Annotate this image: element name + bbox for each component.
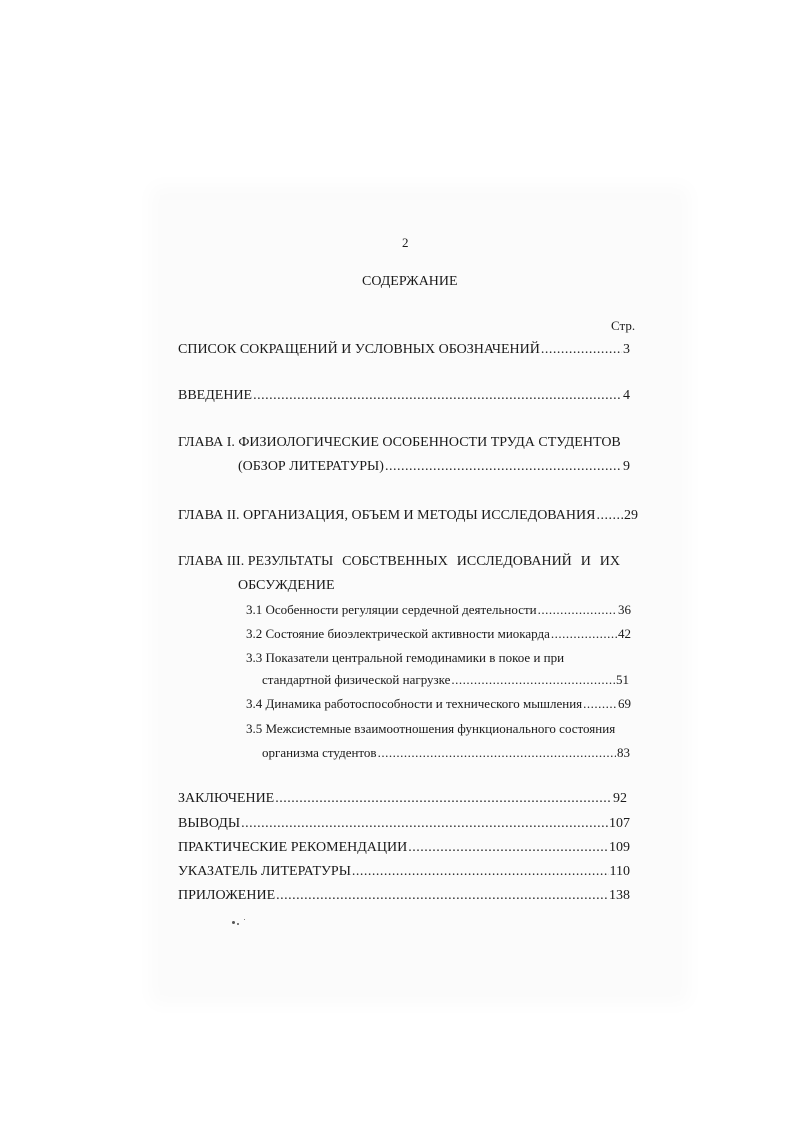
toc-entry-section-3-3[interactable] (262, 671, 629, 689)
dot-leader (378, 744, 616, 762)
toc-entry-abbreviations[interactable] (178, 341, 630, 359)
toc-entry-page: 51 (616, 672, 629, 687)
toc-entry-findings[interactable] (178, 815, 630, 833)
toc-entry-page: 4 (623, 388, 630, 403)
dot-leader (583, 695, 617, 713)
dot-leader (241, 815, 608, 833)
toc-entry-label: 3.4 Динамика работоспособности и технического мышления (246, 696, 583, 711)
dot-leader (276, 887, 608, 905)
toc-entry-page: 109 (609, 840, 630, 855)
toc-entry-label: ЗАКЛЮЧЕНИЕ (178, 791, 275, 806)
toc-entry-page: 110 (609, 864, 630, 879)
page-number: 2 (402, 235, 409, 250)
scan-specks (232, 918, 252, 928)
toc-entry-page: 138 (609, 888, 630, 903)
dot-leader (385, 458, 622, 476)
toc-word: И (580, 554, 591, 569)
toc-entry-section-3-2[interactable] (246, 625, 631, 643)
toc-entry-label: ПРИЛОЖЕНИЕ (178, 888, 276, 903)
toc-entry-chapter-3-line-1[interactable] (178, 553, 620, 571)
toc-entry-section-3-5[interactable] (262, 744, 630, 762)
toc-entry-label: организма студентов (262, 745, 377, 760)
toc-entry-recommendations[interactable] (178, 839, 630, 857)
toc-entry-label: ПРАКТИЧЕСКИЕ РЕКОМЕНДАЦИИ (178, 840, 408, 855)
toc-entry-chapter-2[interactable] (178, 507, 638, 525)
dot-leader (541, 341, 622, 359)
toc-entry-introduction[interactable] (178, 387, 630, 405)
toc-entry-section-3-3-line-1[interactable]: 3.3 Показатели центральной гемодинамики в покое и при (246, 650, 565, 665)
toc-entry-section-3-5-line-1[interactable]: 3.5 Межсистемные взаимоотношения функционального состояния (246, 721, 616, 736)
dot-leader (596, 507, 623, 525)
toc-entry-section-3-1[interactable] (246, 601, 631, 619)
toc-entry-page: 36 (618, 602, 631, 617)
dot-leader (408, 839, 608, 857)
toc-entry-label: (ОБЗОР ЛИТЕРАТУРЫ) (238, 459, 384, 474)
toc-entry-chapter-1-line-1[interactable]: ГЛАВА I. ФИЗИОЛОГИЧЕСКИЕ ОСОБЕННОСТИ ТРУДА СТУДЕНТОВ (178, 435, 621, 450)
toc-entry-label: 3.2 Состояние биоэлектрической активности миокарда (246, 626, 550, 641)
toc-entry-page: 9 (623, 459, 630, 474)
toc-entry-label: ВЫВОДЫ (178, 816, 241, 831)
toc-entry-page: 3 (623, 342, 630, 357)
toc-entry-label: УКАЗАТЕЛЬ ЛИТЕРАТУРЫ (178, 864, 351, 879)
toc-entry-page: 107 (609, 816, 630, 831)
dot-leader (352, 863, 609, 881)
dot-leader (451, 671, 615, 689)
toc-entry-page: 42 (618, 626, 631, 641)
toc-word: ГЛАВА III. РЕЗУЛЬТАТЫ (178, 554, 334, 569)
toc-entry-label: СПИСОК СОКРАЩЕНИЙ И УСЛОВНЫХ ОБОЗНАЧЕНИЙ (178, 342, 540, 357)
dot-leader (538, 601, 617, 619)
dot-leader (551, 625, 617, 643)
toc-entry-label: ГЛАВА II. ОРГАНИЗАЦИЯ, ОБЪЕМ И МЕТОДЫ ИССЛЕДОВАНИЯ (178, 508, 596, 523)
toc-entry-page: 83 (617, 745, 630, 760)
toc-word: СОБСТВЕННЫХ (342, 554, 448, 569)
toc-entry-chapter-3-line-2[interactable]: ОБСУЖДЕНИЕ (238, 578, 335, 593)
dot-leader (253, 387, 622, 405)
toc-entry-page: 29 (624, 508, 638, 523)
dot-leader (275, 790, 612, 808)
toc-entry-label: стандартной физической нагрузке (262, 672, 451, 687)
toc-entry-page: 92 (613, 791, 627, 806)
toc-word: ИССЛЕДОВАНИЙ (456, 554, 572, 569)
page-title: СОДЕРЖАНИЕ (362, 274, 458, 289)
toc-entry-conclusion[interactable] (178, 790, 627, 808)
page-column-header: Стр. (611, 318, 636, 333)
toc-entry-label: 3.1 Особенности регуляции сердечной деятельности (246, 602, 537, 617)
toc-entry-label: ВВЕДЕНИЕ (178, 388, 253, 403)
toc-entry-chapter-1[interactable] (238, 458, 630, 476)
toc-entry-appendix[interactable] (178, 887, 630, 905)
toc-entry-page: 69 (618, 696, 631, 711)
toc-entry-references[interactable] (178, 863, 630, 881)
toc-entry-section-3-4[interactable] (246, 695, 631, 713)
toc-word: ИХ (599, 554, 620, 569)
